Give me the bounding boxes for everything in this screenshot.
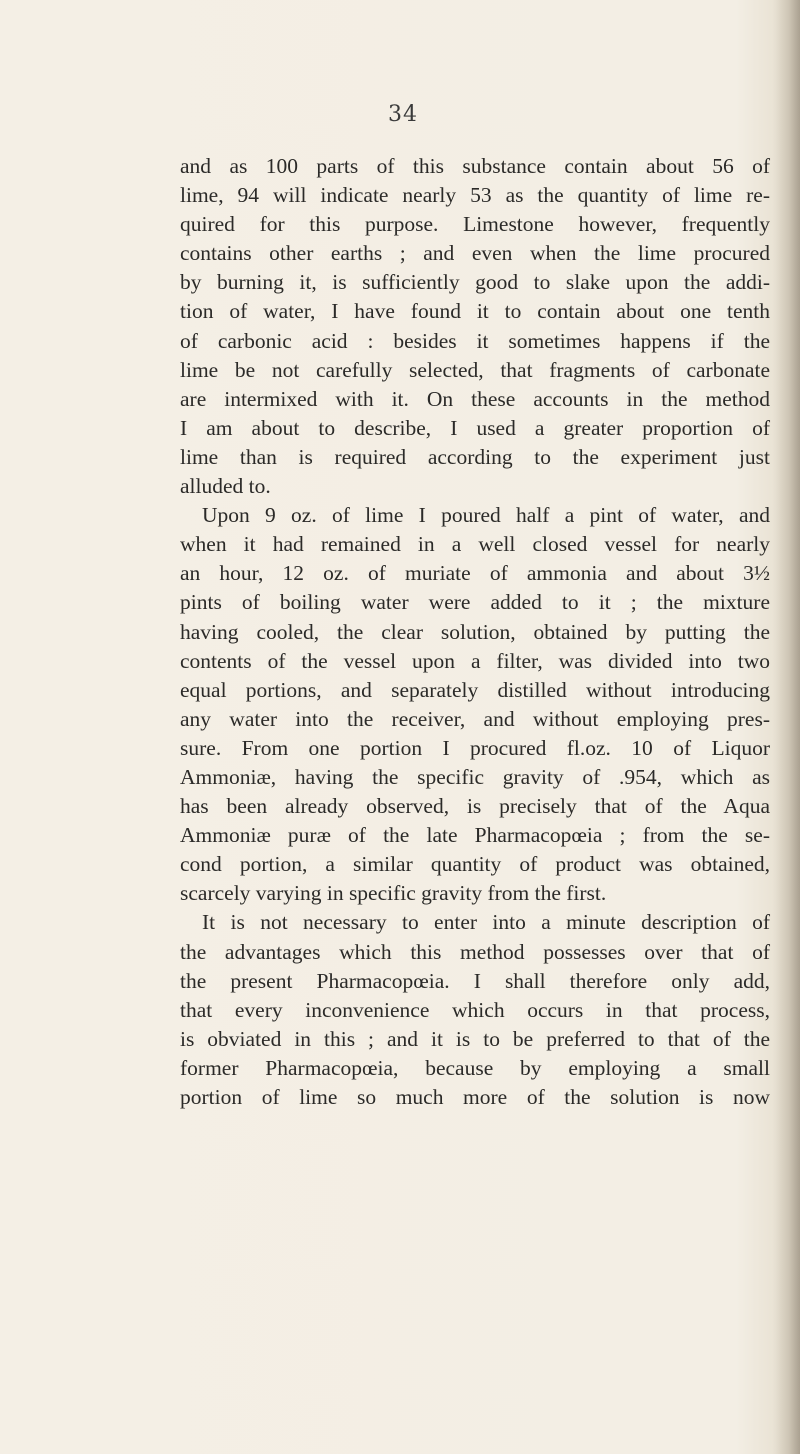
text-line: equal portions, and separately distilled without introducing: [180, 677, 770, 702]
text-line: that every inconvenience which occurs in that process,: [180, 997, 770, 1022]
text-line: cond portion, a similar quantity of product was obtained,: [180, 852, 770, 877]
text-line: Ammoniæ puræ of the late Pharmacopœia ; from the se-: [180, 823, 770, 848]
text-line: pints of boiling water were added to it ; the mixture: [180, 590, 770, 615]
text-line: It is not necessary to enter into a minute description of: [202, 910, 770, 935]
body-text: [180, 152, 770, 1112]
text-line: the advantages which this method possesses over that of: [180, 939, 770, 964]
text-line: quired for this purpose. Limestone however, frequently: [180, 212, 770, 237]
text-line: Ammoniæ, having the specific gravity of .954, which as: [180, 764, 770, 789]
text-line: are intermixed with it. On these accounts in the method: [180, 386, 770, 411]
text-line: former Pharmacopœia, because by employing a small: [180, 1055, 770, 1080]
text-line: having cooled, the clear solution, obtained by putting the: [180, 619, 770, 644]
text-line: any water into the receiver, and without employing pres-: [180, 706, 770, 731]
text-line: of carbonic acid : besides it sometimes happens if the: [180, 328, 770, 353]
text-line: when it had remained in a well closed vessel for nearly: [180, 532, 770, 557]
text-line: the present Pharmacopœia. I shall therefore only add,: [180, 968, 770, 993]
text-line: portion of lime so much more of the solution is now: [180, 1085, 770, 1109]
text-line: lime be not carefully selected, that fragments of carbonate: [180, 357, 770, 382]
text-line: Upon 9 oz. of lime I poured half a pint of water, and: [202, 503, 770, 528]
page-edge-shadow: [772, 0, 800, 1454]
text-line: scarcely varying in specific gravity from the first.: [180, 881, 607, 906]
text-line: and as 100 parts of this substance contain about 56 of: [180, 154, 770, 178]
text-line: has been already observed, is precisely that of the Aqua: [180, 794, 770, 819]
text-line: is obviated in this ; and it is to be preferred to that of the: [180, 1026, 770, 1051]
text-line: by burning it, is sufficiently good to slake upon the addi-: [180, 270, 770, 295]
text-line: tion of water, I have found it to contain about one tenth: [180, 299, 770, 324]
text-line: an hour, 12 oz. of muriate of ammonia and about 3½: [180, 561, 770, 586]
text-line: contents of the vessel upon a filter, was divided into two: [180, 648, 770, 673]
page-number: 34: [388, 102, 418, 127]
text-line: lime than is required according to the experiment just: [180, 444, 770, 469]
text-line: contains other earths ; and even when the lime procured: [180, 241, 770, 266]
text-line: sure. From one portion I procured fl.oz. 10 of Liquor: [180, 735, 770, 760]
text-line: alluded to.: [180, 474, 271, 499]
text-line: lime, 94 will indicate nearly 53 as the quantity of lime re-: [180, 183, 770, 208]
text-line: I am about to describe, I used a greater proportion of: [180, 415, 770, 440]
